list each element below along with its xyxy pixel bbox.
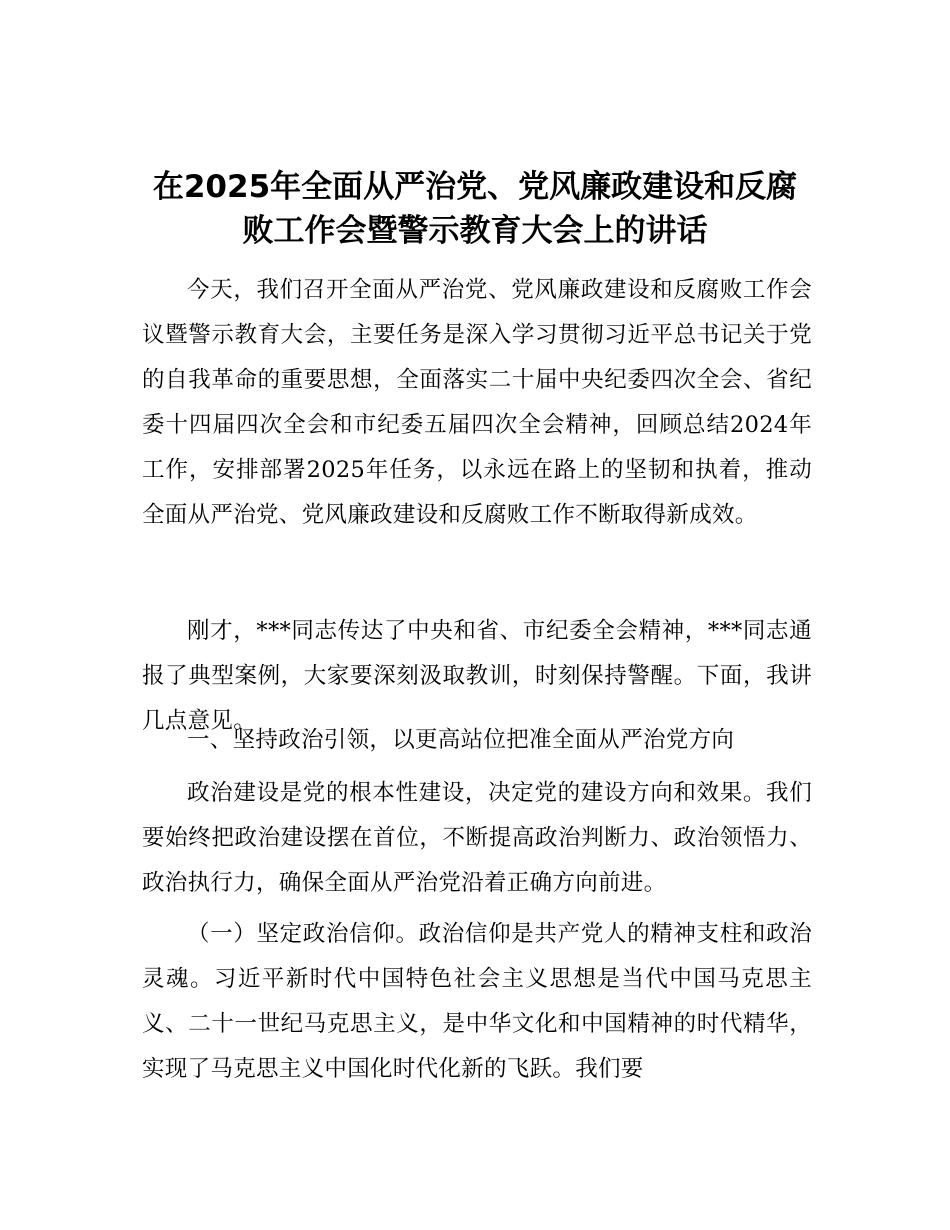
paragraph-political-belief (142, 912, 812, 1092)
paragraph: 今天，我们召开全面从严治党、党风廉政建设和反腐败工作会议暨警示教育大会，主要任务是深入学习贯彻习近平总书记关于党的自我革命的重要思想，全面落实二十届中央纪委四次全会、省纪委十四届四次全会和市纪委五届四次全会精神，回顾总结2024年工作，安排部署2025年任务，以永远在路上的坚韧和执着，推动全面从严治党、党风廉政建设和反腐败工作不断取得新成效。 (142, 277, 812, 528)
paragraph-opening (142, 268, 812, 538)
paragraph: 政治建设是党的根本性建设，决定党的建设方向和效果。我们要始终把政治建设摆在首位，不断提高政治判断力、政治领悟力、政治执行力，确保全面从严治党沿着正确方向前进。 (142, 780, 812, 896)
section-heading: 一、坚持政治引领，以更高站位把准全面从严治党方向 (187, 727, 735, 753)
paragraph: （一）坚定政治信仰。政治信仰是共产党人的精神支柱和政治灵魂。习近平新时代中国特色社会主义思想是当代中国马克思主义、二十一世纪马克思主义，是中华文化和中国精神的时代精华，实现了马克思主义中国化时代化新的飞跃。我们要 (142, 921, 812, 1082)
document-title-line-2: 败工作会暨警示教育大会上的讲话 (242, 213, 708, 249)
document-title-line-1: 在2025年全面从严治党、党风廉政建设和反腐 (152, 169, 798, 205)
section-heading-1 (142, 718, 812, 763)
paragraph: 刚才，***同志传达了中央和省、市纪委全会精神，***同志通报了典型案例，大家要深刻汲取教训，时刻保持警醒。下面，我讲几点意见。 (142, 618, 812, 734)
paragraph-political-building (142, 771, 812, 906)
